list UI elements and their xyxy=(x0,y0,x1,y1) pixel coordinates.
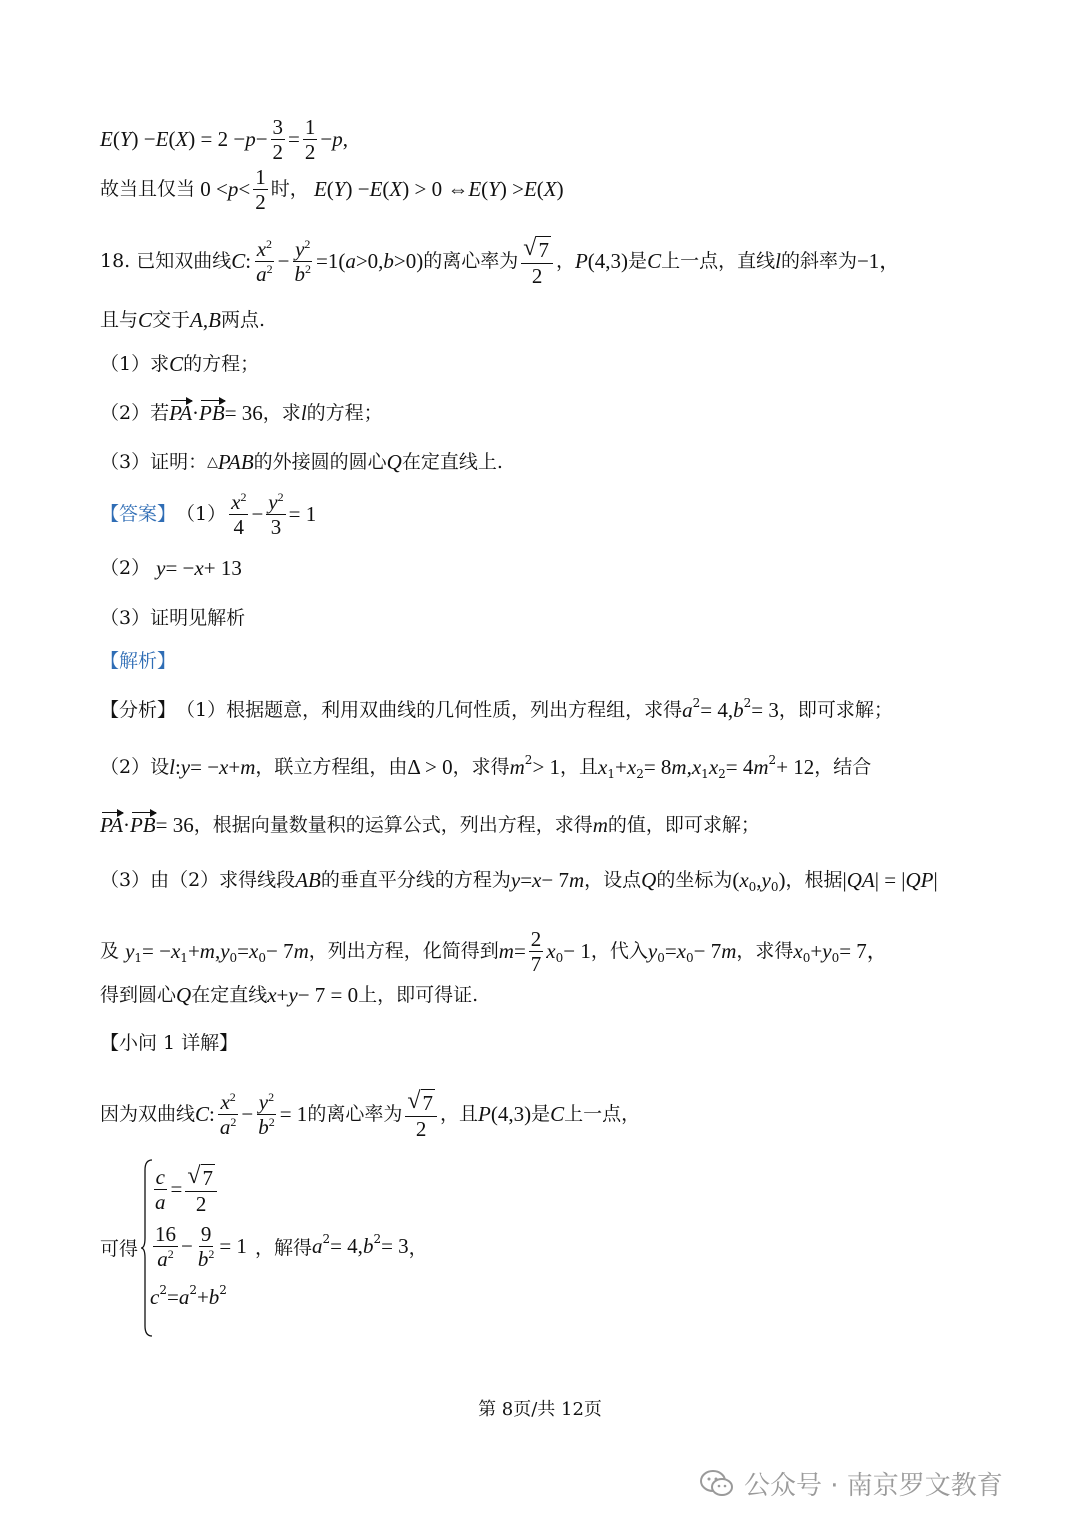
question-part-3: （3）证明： △ PAB 的外接圆的圆心 Q 在定直线上. xyxy=(100,450,503,474)
detail-line-1: 因为双曲线 C : $\frac{x^2}{a^2}$ − $\frac{y^2}{b^2}$ = 1 的离心率为 √ 7 2 ，且 P (4,3) 是 C 上一点， xyxy=(100,1088,641,1141)
detail-line-2-prefix: 可得 xyxy=(100,1238,139,1260)
analysis-part-3-line3: 得到圆心 Q 在定直线 x + y − 7 = 0 上，即可得证. xyxy=(100,983,479,1007)
analysis-part-3-line2: 及 y 1 = − x 1 + m , y 0 = x 0 − 7 m ，列出方程，化简得到 m = $\frac{2}{7}$ x 0 − 1 ，代入 y 0 = x 0 − 7 m ，求得 x 0 + y 0 = 7， xyxy=(100,927,888,977)
answer-part-2: （2） y = − x + 13 xyxy=(100,556,242,580)
question-part-1: （1）求 C 的方程； xyxy=(100,352,260,376)
answer-part-3: （3）证明见解析 xyxy=(100,607,246,629)
sub-question-1-tag: 【小问 1 详解】 xyxy=(100,1032,239,1054)
analysis-part-2-line2: PA · PB = 36 ，根据向量数量积的运算公式，列出方程，求得 m 的值，即可求解； xyxy=(100,813,760,837)
watermark: 公众号 · 南京罗文教育 xyxy=(700,1465,1003,1502)
question-part-2: （2）若 PA · PB = 36 ，求 l 的方程； xyxy=(100,401,383,425)
page-footer: 第 8页/共 12页 xyxy=(478,1399,602,1420)
system-eq-1: $\frac{c}{a}$ = √ 7 2 xyxy=(150,1163,220,1216)
analysis-tag: 【解析】 xyxy=(100,650,177,672)
system-eq-2: $\frac{16}{a^2}$ − $\frac{9}{b^2}$ = 1 ，解得 a 2 = 4, b 2 = 3 ， xyxy=(155,1222,428,1272)
analysis-part-2: （2）设 l : y = − x + m ，联立方程组，由 Δ > 0 ，求得 m 2 > 1 ，且 x 1 + x 2 = 8 m , x 1 x 2 = 4 m 2 + 12 ，结合 xyxy=(100,752,872,781)
answer-part-1: 【答案】 （1） $\frac{x^2}{4}$ − $\frac{y^2}{3}$ = 1 xyxy=(100,490,317,540)
analysis-part-1: 【分析】 （1）根据题意，利用双曲线的几何性质，列出方程组，求得 a 2 = 4, b 2 = 3 ，即可求解； xyxy=(100,695,893,722)
question-18-line1: 18. 已知双曲线 C : $\frac{x^2}{a^2}$ − $\frac{y^2}{b^2}$ =1( a >0, b >0) 的离心率为 √ 7 2 ， P (4,3) 是 C 上一点，直线 l 的斜率为 −1， xyxy=(100,235,901,288)
system-eq-3: c 2 = a 2 + b 2 xyxy=(150,1282,227,1309)
condition-line: 故当且仅当 0 < p < $\frac{1}{2}$ 时， E ( Y ) − E ( X ) > 0 ⇔ E ( Y ) > E ( X ) xyxy=(100,165,564,215)
wechat-icon xyxy=(700,1470,734,1498)
equation-expectation-diff: E ( Y ) − E ( X ) = 2 − p − $\frac{3}{2}$ = $\frac{1}{2}$ − p , xyxy=(100,115,348,165)
question-18-line2: 且与 C 交于 A , B 两点. xyxy=(100,308,265,332)
analysis-part-3: （3）由（2）求得线段 AB 的垂直平分线的方程为 y = x − 7 m ，设点 Q 的坐标为 ( x 0 , y 0 ) ，根据 | QA | = | QP | xyxy=(100,868,938,894)
